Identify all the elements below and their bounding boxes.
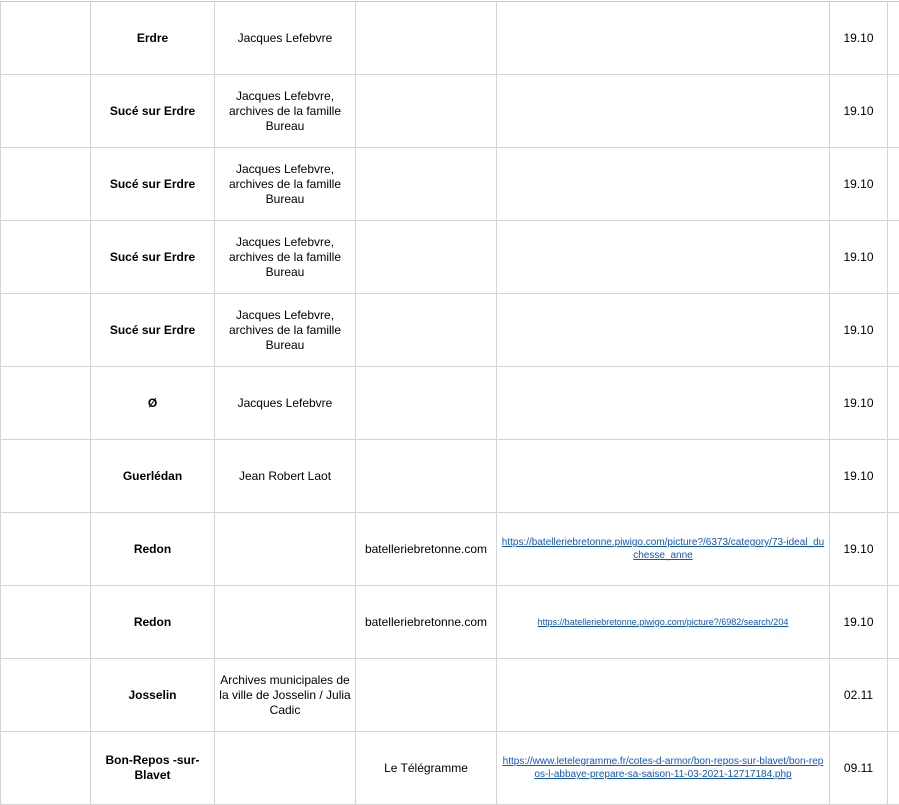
cell-blank[interactable] xyxy=(1,513,91,586)
cell-credit[interactable]: Jacques Lefebvre, archives de la famille Bureau xyxy=(215,148,356,221)
cell-place[interactable]: Redon xyxy=(91,513,215,586)
cell-link[interactable] xyxy=(497,294,830,367)
cell-source[interactable] xyxy=(356,221,497,294)
cell-source[interactable] xyxy=(356,294,497,367)
cell-source[interactable] xyxy=(356,659,497,732)
cell-date[interactable]: 19.10 xyxy=(830,294,888,367)
table-row xyxy=(1,732,899,805)
cell-link[interactable] xyxy=(497,440,830,513)
cell-link[interactable] xyxy=(497,367,830,440)
table-row xyxy=(1,367,899,440)
cell-place[interactable]: Bon-Repos -sur-Blavet xyxy=(91,732,215,805)
table-row xyxy=(1,440,899,513)
cell-blank[interactable] xyxy=(888,732,899,805)
cell-date[interactable]: 19.10 xyxy=(830,367,888,440)
cell-date[interactable]: 19.10 xyxy=(830,513,888,586)
cell-source[interactable] xyxy=(356,2,497,75)
cell-date[interactable]: 19.10 xyxy=(830,148,888,221)
source-link[interactable]: https://www.letelegramme.fr/cotes-d-armor/bon-repos-sur-blavet/bon-repos-l-abbaye-prepare-sa-saison-11-03-2021-12717184.php xyxy=(502,756,824,780)
cell-blank[interactable] xyxy=(888,513,899,586)
cell-blank[interactable] xyxy=(888,586,899,659)
cell-blank[interactable] xyxy=(1,2,91,75)
cell-blank[interactable] xyxy=(1,659,91,732)
cell-blank[interactable] xyxy=(1,294,91,367)
cell-date[interactable]: 02.11 xyxy=(830,659,888,732)
cell-link[interactable] xyxy=(497,586,830,659)
cell-source[interactable]: batelleriebretonne.com xyxy=(356,513,497,586)
cell-blank[interactable] xyxy=(888,2,899,75)
source-link[interactable]: https://batelleriebretonne.piwigo.com/picture?/6982/search/204 xyxy=(537,616,789,627)
table-row xyxy=(1,586,899,659)
cell-blank[interactable] xyxy=(1,148,91,221)
cell-source[interactable] xyxy=(356,367,497,440)
cell-place[interactable]: Sucé sur Erdre xyxy=(91,75,215,148)
source-link[interactable]: https://batelleriebretonne.piwigo.com/picture?/6373/category/73-ideal_duchesse_anne xyxy=(501,537,825,561)
cell-blank[interactable] xyxy=(1,586,91,659)
table-row xyxy=(1,221,899,294)
cell-date[interactable]: 19.10 xyxy=(830,586,888,659)
data-table xyxy=(0,1,899,805)
cell-blank[interactable] xyxy=(1,732,91,805)
cell-place[interactable]: Ø xyxy=(91,367,215,440)
table-row xyxy=(1,75,899,148)
cell-blank[interactable] xyxy=(1,75,91,148)
cell-credit[interactable]: Archives municipales de la ville de Josselin / Julia Cadic xyxy=(215,659,356,732)
cell-link[interactable] xyxy=(497,513,830,586)
cell-date[interactable]: 19.10 xyxy=(830,75,888,148)
cell-date[interactable]: 19.10 xyxy=(830,221,888,294)
cell-blank[interactable] xyxy=(888,659,899,732)
table-row xyxy=(1,659,899,732)
table-row xyxy=(1,2,899,75)
cell-link[interactable] xyxy=(497,732,830,805)
cell-blank[interactable] xyxy=(1,367,91,440)
table-row xyxy=(1,294,899,367)
cell-link[interactable] xyxy=(497,148,830,221)
cell-credit[interactable]: Jean Robert Laot xyxy=(215,440,356,513)
cell-place[interactable]: Sucé sur Erdre xyxy=(91,294,215,367)
table-row xyxy=(1,148,899,221)
cell-place[interactable]: Sucé sur Erdre xyxy=(91,221,215,294)
cell-date[interactable]: 19.10 xyxy=(830,2,888,75)
cell-blank[interactable] xyxy=(888,367,899,440)
cell-credit[interactable]: Jacques Lefebvre, archives de la famille Bureau xyxy=(215,221,356,294)
cell-date[interactable]: 09.11 xyxy=(830,732,888,805)
cell-date[interactable]: 19.10 xyxy=(830,440,888,513)
cell-blank[interactable] xyxy=(1,221,91,294)
cell-source[interactable] xyxy=(356,440,497,513)
cell-credit[interactable]: Jacques Lefebvre, archives de la famille Bureau xyxy=(215,75,356,148)
cell-credit[interactable]: Jacques Lefebvre xyxy=(215,367,356,440)
cell-blank[interactable] xyxy=(888,440,899,513)
cell-blank[interactable] xyxy=(888,221,899,294)
cell-link[interactable] xyxy=(497,659,830,732)
cell-link[interactable] xyxy=(497,221,830,294)
cell-link[interactable] xyxy=(497,75,830,148)
cell-credit[interactable] xyxy=(215,732,356,805)
cell-place[interactable]: Sucé sur Erdre xyxy=(91,148,215,221)
cell-credit[interactable]: Jacques Lefebvre, archives de la famille Bureau xyxy=(215,294,356,367)
cell-credit[interactable] xyxy=(215,586,356,659)
table-body xyxy=(1,2,899,805)
cell-place[interactable]: Guerlédan xyxy=(91,440,215,513)
cell-blank[interactable] xyxy=(888,75,899,148)
cell-link[interactable] xyxy=(497,2,830,75)
cell-blank[interactable] xyxy=(888,294,899,367)
cell-source[interactable]: Le Télégramme xyxy=(356,732,497,805)
cell-source[interactable] xyxy=(356,148,497,221)
cell-source[interactable]: batelleriebretonne.com xyxy=(356,586,497,659)
cell-credit[interactable]: Jacques Lefebvre xyxy=(215,2,356,75)
cell-place[interactable]: Redon xyxy=(91,586,215,659)
cell-blank[interactable] xyxy=(888,148,899,221)
cell-credit[interactable] xyxy=(215,513,356,586)
cell-source[interactable] xyxy=(356,75,497,148)
table-row xyxy=(1,513,899,586)
cell-place[interactable]: Erdre xyxy=(91,2,215,75)
cell-place[interactable]: Josselin xyxy=(91,659,215,732)
cell-blank[interactable] xyxy=(1,440,91,513)
